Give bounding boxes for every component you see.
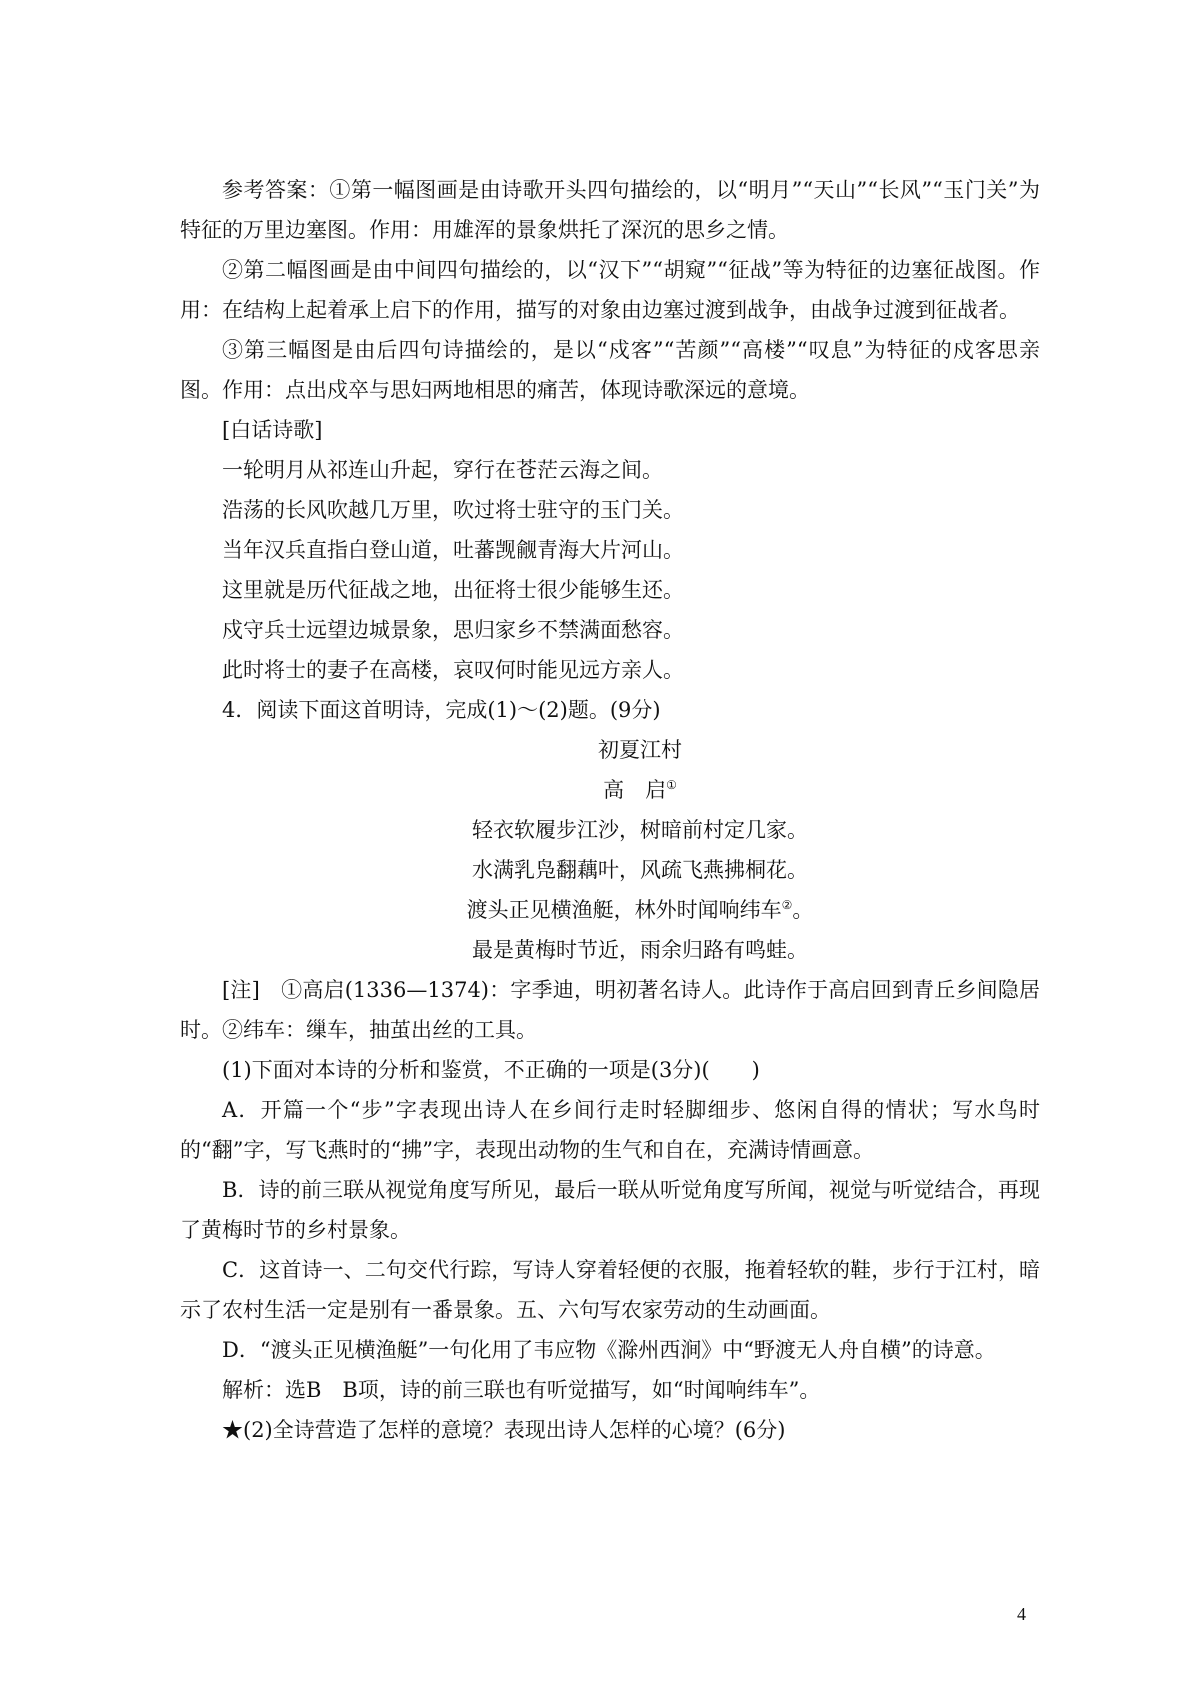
poem-title: 初夏江村 <box>598 738 682 762</box>
poem-line-4: 最是黄梅时节近，雨余归路有鸣蛙。 <box>472 938 808 962</box>
vernacular-line-5: 戍守兵士远望边城景象，思归家乡不禁满面愁容。 <box>222 618 684 642</box>
vernacular-line-6: 此时将士的妻子在高楼，哀叹何时能见远方亲人。 <box>222 658 684 682</box>
page-number: 4 <box>1017 1604 1026 1624</box>
poem-line-3-text: 渡头正见横渔艇，林外时闻响纬车 <box>466 898 782 922</box>
poem-line-1: 轻衣软履步江沙，树暗前村定几家。 <box>472 818 808 842</box>
poem-author <box>180 770 1040 810</box>
option-b: B．诗的前三联从视觉角度写所见，最后一联从听觉角度写所闻，视觉与听觉结合，再现了黄梅时节的乡村景象。 <box>180 1178 1040 1242</box>
vernacular-line-3: 当年汉兵直指白登山道，吐蕃觊觎青海大片河山。 <box>222 538 684 562</box>
author-name: 高 启 <box>603 778 667 802</box>
option-d: D．“渡头正见横渔艇”一句化用了韦应物《滁州西涧》中“野渡无人舟自横”的诗意。 <box>222 1338 996 1362</box>
sub-question-2: ★(2)全诗营造了怎样的意境？表现出诗人怎样的心境？(6分) <box>222 1418 786 1442</box>
option-c: C．这首诗一、二句交代行踪，写诗人穿着轻便的衣服，拖着轻软的鞋，步行于江村，暗示了农村生活一定是别有一番景象。五、六句写农家劳动的生动画面。 <box>180 1258 1040 1322</box>
analysis: 解析：选B B项，诗的前三联也有听觉描写，如“时闻响纬车”。 <box>222 1378 821 1402</box>
poem-line-3 <box>180 890 1040 930</box>
question-4-prompt: 4．阅读下面这首明诗，完成(1)～(2)题。(9分) <box>222 698 661 722</box>
answer-paragraph-3: ③第三幅图是由后四句诗描绘的，是以“戍客”“苦颜”“高楼”“叹息”为特征的戍客思亲图。作用：点出戍卒与思妇两地相思的痛苦，体现诗歌深远的意境。 <box>180 338 1040 402</box>
option-a: A．开篇一个“步”字表现出诗人在乡间行走时轻脚细步、悠闲自得的情状；写水鸟时的“翻”字，写飞燕时的“拂”字，表现出动物的生气和自在，充满诗情画意。 <box>180 1098 1040 1162</box>
line3-note-mark: ② <box>781 898 793 912</box>
sub-question-1: (1)下面对本诗的分析和鉴赏，不正确的一项是(3分)( ) <box>222 1058 760 1082</box>
poem-line-3-end: 。 <box>792 898 814 922</box>
vernacular-heading: [白话诗歌] <box>222 418 323 442</box>
vernacular-line-2: 浩荡的长风吹越几万里，吹过将士驻守的玉门关。 <box>222 498 684 522</box>
document-page <box>180 170 1040 1450</box>
answer-paragraph-2: ②第二幅图画是由中间四句描绘的，以“汉下”“胡窥”“征战”等为特征的边塞征战图。作用：在结构上起着承上启下的作用，描写的对象由边塞过渡到战争，由战争过渡到征战者。 <box>180 258 1040 322</box>
vernacular-line-4: 这里就是历代征战之地，出征将士很少能够生还。 <box>222 578 684 602</box>
poem-line-2: 水满乳凫翻藕叶，风疏飞燕拂桐花。 <box>472 858 808 882</box>
answer-paragraph-1: 参考答案：①第一幅图画是由诗歌开头四句描绘的，以“明月”“天山”“长风”“玉门关”为特征的万里边塞图。作用：用雄浑的景象烘托了深沉的思乡之情。 <box>180 178 1040 242</box>
poem-note: [注] ①高启(1336—1374)：字季迪，明初著名诗人。此诗作于高启回到青丘乡间隐居时。②纬车：缫车，抽茧出丝的工具。 <box>180 978 1040 1042</box>
vernacular-line-1: 一轮明月从祁连山升起，穿行在苍茫云海之间。 <box>222 458 663 482</box>
author-note-mark: ① <box>666 778 677 792</box>
